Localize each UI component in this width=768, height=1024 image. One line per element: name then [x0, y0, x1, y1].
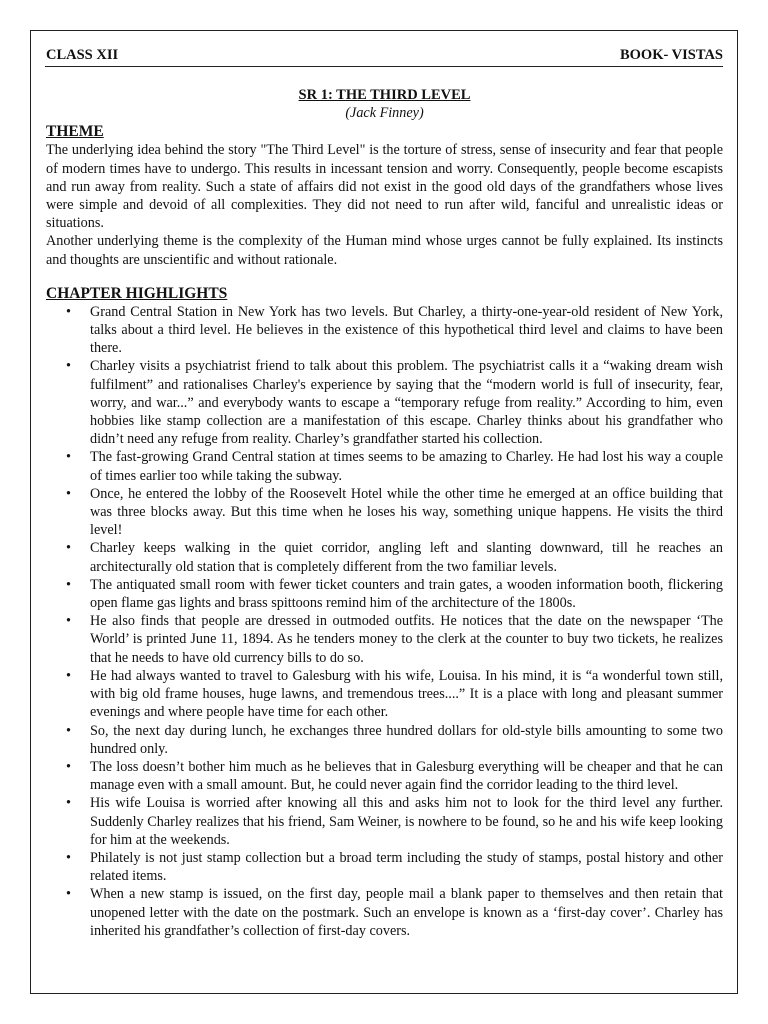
document-body: [46, 86, 723, 940]
chapter-title: SR 1: THE THIRD LEVEL: [298, 87, 471, 103]
theme-paragraph: Another underlying theme is the complexity of the Human mind whose urges cannot be fully explained. Its instincts and thoughts are unscientific and without rationale.: [46, 233, 723, 268]
bullet-icon: •: [66, 576, 71, 593]
highlight-text: The loss doesn’t bother him much as he believes that in Galesburg everything will be cheaper and that he can manage even with a small amount. But, he could never again find the corridor leading to the third level.: [90, 758, 723, 794]
bullet-icon: •: [66, 667, 71, 684]
highlight-item: [46, 849, 723, 885]
highlight-item: [46, 303, 723, 358]
highlight-text: The antiquated small room with fewer ticket counters and train gates, a wooden information booth, flickering open flame gas lights and brass spittoons remind him of the architecture of the 1800s.: [90, 576, 723, 612]
highlights-list: [46, 303, 723, 940]
highlight-text: Charley visits a psychiatrist friend to talk about this problem. The psychiatrist calls it a “waking dream wish fulfilment” and rationalises Charley's experience by saying that the “modern world is full of insecurity, fear, worry, and war...” and everybody wants to escape a “temporary refuge from reality.” According to him, even hobbies like stamp collection are a manifestation of this escape. Charley thinks about his grandfather who didn’t need any refuge from reality. Charley’s grandfather started his collection.: [90, 358, 723, 448]
highlight-text: The fast-growing Grand Central station at times seems to be amazing to Charley. He had lost his way a couple of times earlier too while taking the subway.: [90, 449, 723, 484]
highlight-item: [46, 667, 723, 722]
highlight-text: He also finds that people are dressed in outmoded outfits. He notices that the date on the newspaper ‘The World’ is printed June 11, 1894. As he tenders money to the clerk at the counter to buy two tickets, he realizes that he needs to have old currency bills to do so.: [90, 613, 723, 666]
book-label: BOOK- VISTAS: [619, 47, 723, 63]
highlight-text: Grand Central Station in New York has two levels. But Charley, a thirty-one-year-old resident of New York, talks about a third level. He believes in the existence of this hypothetical third level and claims to have been there.: [90, 303, 723, 357]
highlight-item: [46, 885, 723, 940]
highlight-item: [46, 612, 723, 667]
bullet-icon: •: [66, 303, 71, 320]
highlight-text: Charley keeps walking in the quiet corridor, angling left and slanting downward, till he reaches an architecturally old station that is completely different from the two familiar levels.: [90, 540, 723, 575]
highlight-text: He had always wanted to travel to Galesburg with his wife, Louisa. In his mind, it is “a wonderful town still, with big old frame houses, huge lawns, and tremendous trees....” It is a place with long and pleasant summer evenings and where people have time for each other.: [90, 667, 723, 721]
page-header: [45, 46, 723, 67]
highlight-item: [46, 539, 723, 575]
bullet-icon: •: [66, 722, 71, 739]
highlight-text: Once, he entered the lobby of the Roosevelt Hotel while the other time he emerged at an office building that was three blocks away. But this time when he loses his way, something unique happens. He visits the third level!: [90, 485, 723, 539]
author-name: (Jack Finney): [345, 105, 424, 122]
bullet-icon: •: [66, 795, 71, 812]
highlight-text: Philately is not just stamp collection but a broad term including the study of stamps, postal history and other related items.: [90, 849, 723, 885]
bullet-icon: •: [66, 449, 71, 466]
highlight-item: [46, 576, 723, 612]
highlight-item: [46, 794, 723, 849]
bullet-icon: •: [66, 540, 71, 557]
highlight-text: So, the next day during lunch, he exchanges three hundred dollars for old-style bills amounting to some two hundred only.: [90, 722, 723, 757]
highlight-item: [46, 722, 723, 758]
highlight-item: [46, 357, 723, 448]
highlights-heading: CHAPTER HIGHLIGHTS: [46, 284, 228, 302]
highlight-text: When a new stamp is issued, on the first day, people mail a blank paper to themselves and then retain that unopened letter with the date on the postmark. Such an envelope is known as a ‘first-day cover’. Charley has inherited his grandfather’s collection of first-day covers.: [90, 886, 723, 939]
highlight-item: [46, 485, 723, 540]
bullet-icon: •: [66, 849, 71, 866]
highlight-text: His wife Louisa is worried after knowing all this and asks him not to look for the third level any further. Suddenly Charley realizes that his friend, Sam Weiner, is nowhere to be found, so he and his wife keep looking for him at the weekends.: [90, 795, 723, 848]
class-label: CLASS XII: [46, 47, 119, 63]
bullet-icon: •: [66, 758, 71, 775]
highlight-item: [46, 758, 723, 794]
bullet-icon: •: [66, 613, 71, 630]
highlight-item: [46, 448, 723, 484]
bullet-icon: •: [66, 485, 71, 502]
bullet-icon: •: [66, 358, 71, 375]
bullet-icon: •: [66, 886, 71, 903]
theme-heading: THEME: [46, 123, 104, 141]
theme-paragraph: The underlying idea behind the story "The Third Level" is the torture of stress, sense of insecurity and fear that people of modern times have to undergo. This results in incessant tension and worry. Consequently, people become escapists and run away from reality. Such a state of affairs did not exist in the good old days of the grandfathers whose lives were simple and devoid of all complexities. They did not need to run after wild, fanciful and unrealistic ideas or situations.: [46, 142, 723, 232]
page-frame: [30, 30, 738, 994]
